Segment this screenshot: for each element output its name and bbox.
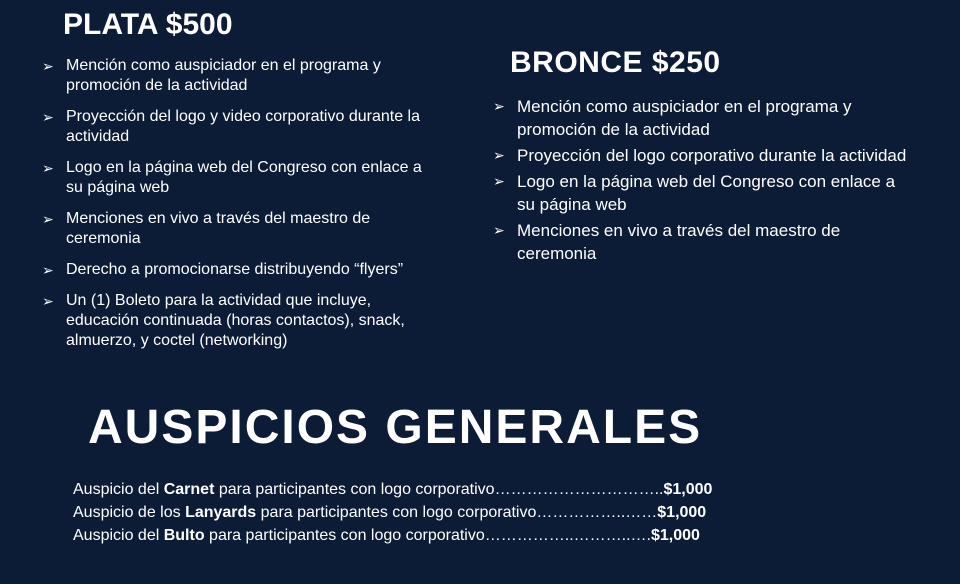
list-item xyxy=(40,56,440,96)
row-item: Lanyards xyxy=(185,504,257,521)
benefit-text: Derecho a promocionarse distribuyendo “flyers” xyxy=(66,261,404,278)
list-item xyxy=(40,291,440,351)
general-sponsorships-title: AUSPICIOS GENERALES xyxy=(88,401,703,454)
list-item xyxy=(491,219,911,265)
benefit-text: Logo en la página web del Congreso con enlace a su página web xyxy=(66,159,422,196)
list-item xyxy=(491,95,911,141)
arrow-bullet-icon: ➢ xyxy=(42,293,54,309)
bronce-title: BRONCE $250 xyxy=(510,46,721,79)
row-prefix: Auspicio de los xyxy=(73,504,186,521)
arrow-bullet-icon: ➢ xyxy=(493,222,505,238)
row-item: Bulto xyxy=(163,527,205,544)
benefit-text: Menciones en vivo a través del maestro de ceremonia xyxy=(66,210,371,247)
plata-benefits-list xyxy=(40,56,440,362)
list-item xyxy=(40,158,440,198)
benefit-text: Logo en la página web del Congreso con enlace a su página web xyxy=(517,172,896,214)
plata-title: PLATA $500 xyxy=(63,8,233,41)
row-prefix: Auspicio del xyxy=(73,527,164,544)
sponsorship-row xyxy=(73,524,873,547)
row-suffix: para participantes con logo corporativo………………………….. xyxy=(214,481,664,498)
row-prefix: Auspicio del xyxy=(73,481,164,498)
row-price: $1,000 xyxy=(663,481,713,498)
row-item: Carnet xyxy=(163,481,215,498)
bronce-benefits-list xyxy=(491,95,911,268)
benefit-text: Proyección del logo y video corporativo durante la actividad xyxy=(66,108,420,145)
arrow-bullet-icon: ➢ xyxy=(42,160,54,176)
list-item xyxy=(40,260,440,280)
sponsorship-row xyxy=(73,478,873,501)
arrow-bullet-icon: ➢ xyxy=(42,58,54,74)
arrow-bullet-icon: ➢ xyxy=(493,173,505,189)
row-price: $1,000 xyxy=(650,527,700,544)
benefit-text: Mención como auspiciador en el programa y promoción de la actividad xyxy=(517,97,852,139)
benefit-text: Un (1) Boleto para la actividad que incluye, educación continuada (horas contactos), snack, almuerzo, y coctel (networking) xyxy=(66,292,405,349)
list-item xyxy=(491,144,911,167)
list-item xyxy=(491,170,911,216)
arrow-bullet-icon: ➢ xyxy=(42,211,54,227)
general-sponsorships-list xyxy=(73,478,873,547)
list-item xyxy=(40,107,440,147)
row-price: $1,000 xyxy=(657,504,707,521)
arrow-bullet-icon: ➢ xyxy=(493,147,505,163)
arrow-bullet-icon: ➢ xyxy=(493,98,505,114)
benefit-text: Mención como auspiciador en el programa y promoción de la actividad xyxy=(66,57,381,94)
row-suffix: para participantes con logo corporativo……………..…… xyxy=(256,504,658,521)
list-item xyxy=(40,209,440,249)
benefit-text: Proyección del logo corporativo durante la actividad xyxy=(517,146,907,165)
row-suffix: para participantes con logo corporativo……………..………..…. xyxy=(204,527,651,544)
sponsorship-row xyxy=(73,501,873,524)
arrow-bullet-icon: ➢ xyxy=(42,109,54,125)
benefit-text: Menciones en vivo a través del maestro de ceremonia xyxy=(517,221,841,263)
arrow-bullet-icon: ➢ xyxy=(42,262,54,278)
